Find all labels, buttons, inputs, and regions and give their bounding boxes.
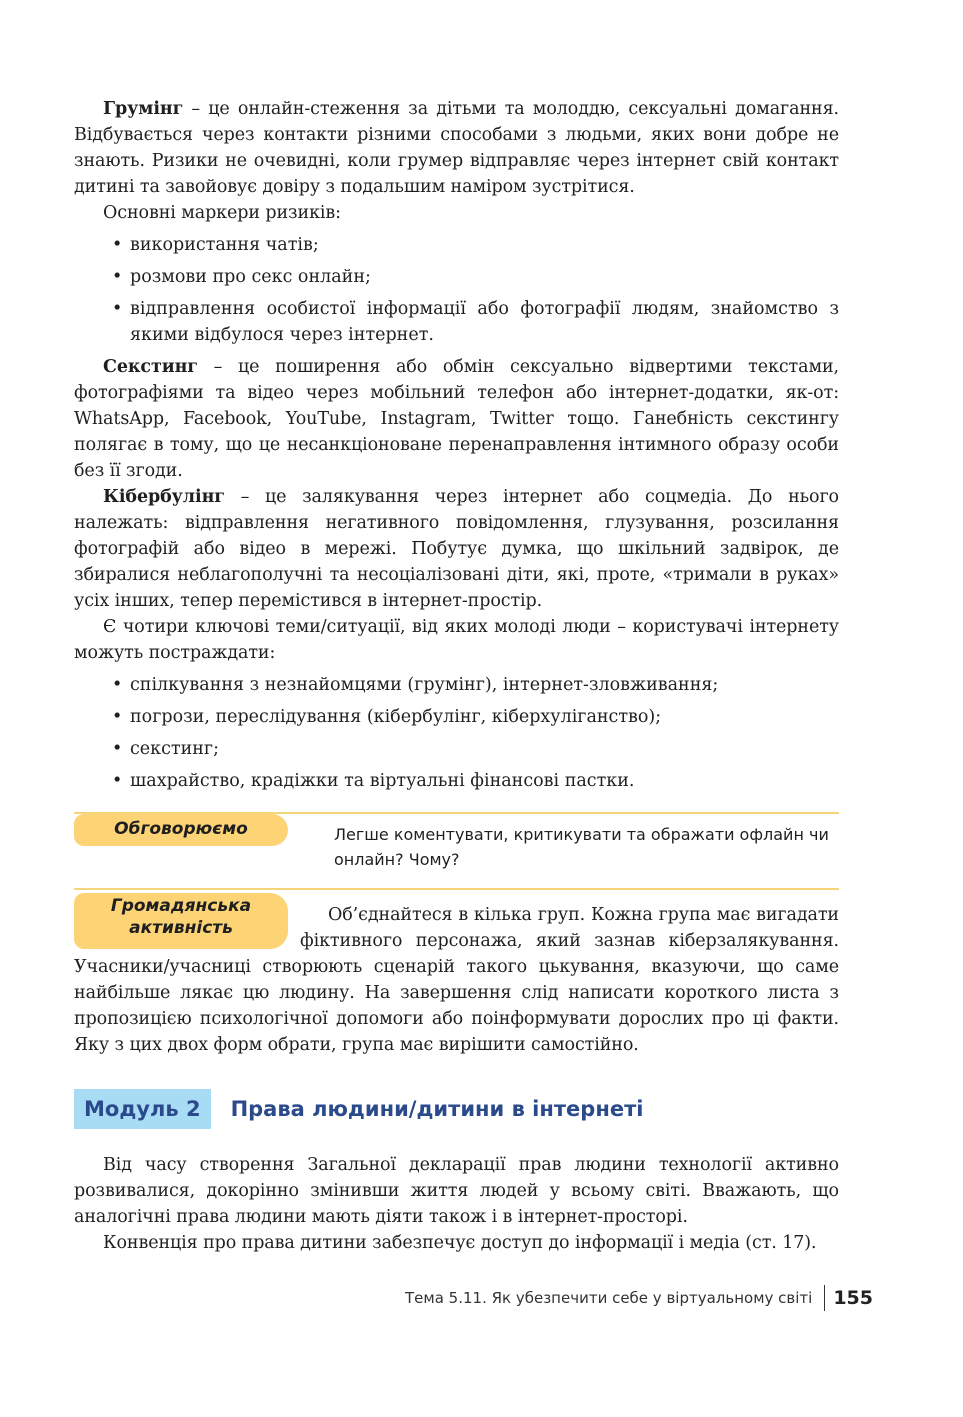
grooming-term: Грумінг — [103, 99, 184, 119]
markers-intro: Основні маркери ризиків: — [103, 203, 341, 223]
divider — [74, 888, 839, 890]
list-item: • спілкування з незнайомцями (грумінг), інтернет-зловживання; — [74, 672, 839, 698]
page-footer — [405, 1285, 873, 1311]
themes-intro: Є чотири ключові теми/ситуації, від яких молоді люди – користувачі інтернету можуть постраждати: — [74, 617, 839, 663]
module-body — [74, 1152, 839, 1256]
page-body — [74, 96, 839, 1058]
page-number: 155 — [833, 1287, 873, 1309]
discuss-box — [74, 812, 839, 892]
footer-topic: Тема 5.11. Як убезпечити себе у віртуальному світі — [405, 1289, 813, 1307]
module-paragraph: Від часу створення Загальної декларації прав людини технології активно розвивалися, докорінно змінивши життя людей у всьому світі. Вважають, що аналогічні права людини мають діяти також і в інтернет-просторі. — [74, 1155, 839, 1227]
bullet-icon: • — [112, 771, 123, 791]
bullet-icon: • — [112, 267, 123, 287]
list-item: • шахрайство, крадіжки та віртуальні фінансові пастки. — [74, 768, 839, 794]
grooming-paragraph — [74, 96, 839, 200]
module-paragraph: Конвенція про права дитини забезпечує доступ до інформації і медіа (ст. 17). — [103, 1233, 817, 1253]
sexting-text: – це поширення або обмін сексуально відвертими текстами, фотографіями та відео через мобільний телефон або інтернет-додатки, як-от: WhatsApp, Facebook, YouTube, Instagram, Twitter тощо. Ганебність секстингу полягає в тому, що це несанкціоноване перенаправлення інтимного образу особи без її згоди. — [74, 357, 839, 481]
civic-label-line2: активність — [129, 918, 233, 938]
bullet-icon: • — [112, 739, 123, 759]
markers-list — [74, 232, 839, 348]
module-tag: Модуль 2 — [74, 1089, 211, 1129]
themes-list — [74, 672, 839, 794]
list-item: • розмови про секс онлайн; — [74, 264, 839, 290]
list-item: • відправлення особистої інформації або фотографії людям, знайомство з якими відбулося через інтернет. — [74, 296, 839, 348]
cyberbullying-term: Кібербулінг — [103, 487, 225, 507]
civic-label-line1: Громадянська — [110, 896, 252, 916]
cyberbullying-text: – це залякування через інтернет або соцмедіа. До нього належать: відправлення негативного повідомлення, глузування, розсилання фотографій або відео в мережі. Побутує думка, що шкільний задвірок, де збиралися неблагополучні та несоціалізовані діти, які, проте, «тримали в руках» усіх інших, тепер перемістився в інтернет-простір. — [74, 487, 839, 611]
grooming-text: – це онлайн-стеження за дітьми та молоддю, сексуальні домагання. Відбувається через контакти різними способами з людьми, яких вони добре не знають. Ризики не очевидні, коли грумер відправляє через інтернет свій контакт дитині та завойовує довіру з подальшим наміром зустрітися. — [74, 99, 839, 197]
module-title: Права людини/дитини в інтернеті — [230, 1097, 644, 1121]
list-item: • використання чатів; — [74, 232, 839, 258]
sexting-paragraph — [74, 354, 839, 484]
bullet-icon: • — [112, 675, 123, 695]
bullet-icon: • — [112, 235, 123, 255]
bullet-icon: • — [112, 707, 123, 727]
module-heading — [74, 1089, 643, 1129]
discuss-label: Обговорюємо — [74, 814, 288, 846]
list-item: • погрози, переслідування (кібербулінг, кіберхуліганство); — [74, 704, 839, 730]
civic-text: Об’єднайтеся в кілька груп. Кожна група має вигадати фіктивного персонажа, який зазнав кіберзалякування. Учасники/учасниці створюють сценарій такого цькування, вказуючи, що саме найбільше лякає цю людину. На завершення слід написати короткого листа з пропозицією психологічної допомоги або поінформувати дорослих про ці факти. Яку з цих двох форм обрати, група має вирішити самостійно. — [74, 905, 839, 1055]
footer-separator — [824, 1285, 825, 1311]
bullet-icon: • — [112, 299, 123, 319]
civic-label — [74, 893, 288, 949]
civic-box — [74, 892, 839, 1058]
sexting-term: Секстинг — [103, 357, 198, 377]
list-item: • секстинг; — [74, 736, 839, 762]
discuss-text: Легше коментувати, критикувати та ображати офлайн чи онлайн? Чому? — [334, 825, 829, 869]
cyberbullying-paragraph — [74, 484, 839, 614]
